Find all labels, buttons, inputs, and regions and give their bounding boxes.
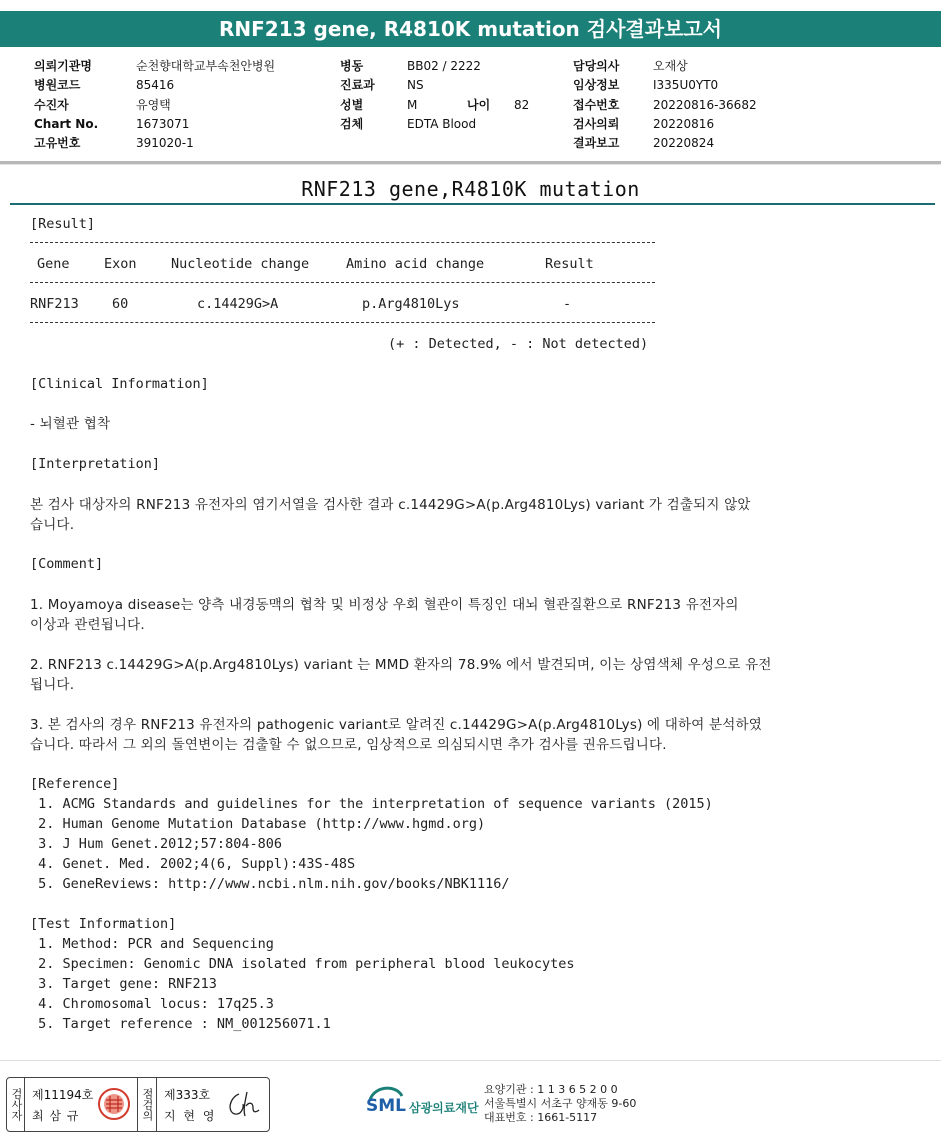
header-label: 결과보고 bbox=[573, 136, 620, 151]
cell-nucleotide: c.14429G>A bbox=[197, 296, 279, 312]
header-value: EDTA Blood bbox=[407, 116, 477, 131]
inspector-seal bbox=[97, 1087, 131, 1121]
header-row bbox=[573, 134, 757, 153]
reviewer-license: 제333호 bbox=[164, 1088, 211, 1102]
test-info-item: 5. Target reference : NM_001256071.1 bbox=[30, 1016, 331, 1032]
header-value: 20220816-36682 bbox=[653, 97, 757, 112]
org-name: 삼광의료재단 bbox=[409, 1101, 479, 1115]
header-value: 85416 bbox=[136, 78, 175, 93]
test-info-item: 3. Target gene: RNF213 bbox=[30, 976, 217, 992]
table-rule bbox=[30, 322, 655, 323]
header-col-3 bbox=[573, 57, 757, 153]
test-info-item: 2. Specimen: Genomic DNA isolated from peripheral blood leukocytes bbox=[30, 956, 575, 972]
header-row bbox=[34, 76, 275, 95]
header-label: 병동 bbox=[340, 59, 364, 73]
inspector-license: 제11194호 bbox=[32, 1088, 94, 1102]
org-info bbox=[484, 1083, 636, 1125]
cell-result: - bbox=[563, 296, 572, 312]
header-value: NS bbox=[407, 78, 424, 93]
header-value: BB02 / 2222 bbox=[407, 59, 481, 73]
reference-heading: [Reference] bbox=[30, 776, 120, 792]
header-row bbox=[34, 57, 275, 76]
header-value: 391020-1 bbox=[136, 136, 194, 151]
header-value: 순천향대학교부속천안병원 bbox=[136, 59, 276, 73]
header-row bbox=[573, 57, 757, 76]
org-line: 요양기관 : 1 1 3 6 5 2 0 0 bbox=[484, 1083, 618, 1096]
table-rule bbox=[30, 282, 655, 283]
interpretation-heading: [Interpretation] bbox=[30, 456, 161, 472]
cell-separator bbox=[156, 1078, 157, 1131]
table-rule bbox=[30, 242, 655, 243]
reference-item: 5. GeneReviews: http://www.ncbi.nlm.nih.gov/books/NBK1116/ bbox=[30, 876, 510, 892]
header-label: 담당의사 bbox=[573, 59, 620, 73]
header-row bbox=[34, 96, 275, 115]
header-row bbox=[34, 115, 275, 134]
reference-item: 1. ACMG Standards and guidelines for the interpretation of sequence variants (2015) bbox=[30, 796, 713, 812]
header-col-2 bbox=[340, 57, 529, 134]
col-header-result: Result bbox=[545, 256, 594, 272]
header-label: 접수번호 bbox=[573, 97, 620, 112]
comment-item-2-cont: 됩니다. bbox=[30, 677, 75, 693]
age-value: 82 bbox=[514, 97, 530, 112]
result-legend: (+ : Detected, - : Not detected) bbox=[388, 336, 649, 352]
comment-item-3-cont: 습니다. 따라서 그 외의 돌연변이는 검출할 수 없으므로, 임상적으로 의심되시면 추가 검사를 권유드립니다. bbox=[30, 737, 667, 753]
clinical-text: - 뇌혈관 협착 bbox=[30, 416, 111, 432]
header-label: 진료과 bbox=[340, 78, 375, 93]
comment-item-1: 1. Moyamoya disease는 양측 내경동맥의 협착 및 비정상 우회 혈관이 특징인 대뇌 혈관질환으로 RNF213 유전자의 bbox=[30, 597, 739, 613]
header-row bbox=[340, 115, 529, 134]
header-label: 검체 bbox=[340, 116, 364, 131]
header-label: 수진자 bbox=[34, 97, 69, 112]
reviewer-name: 지 현 영 bbox=[164, 1109, 217, 1123]
cell-separator bbox=[24, 1078, 25, 1131]
reference-item: 3. J Hum Genet.2012;57:804-806 bbox=[30, 836, 282, 852]
cell-separator bbox=[137, 1078, 138, 1131]
inspector-label-text: 검사자 bbox=[10, 1088, 23, 1121]
clinical-heading: [Clinical Information] bbox=[30, 376, 209, 392]
test-info-heading: [Test Information] bbox=[30, 916, 177, 932]
header-row bbox=[340, 76, 529, 95]
header-label: 검사의뢰 bbox=[573, 116, 620, 131]
header-divider-shadow bbox=[0, 164, 941, 165]
cell-gene: RNF213 bbox=[30, 296, 79, 312]
comment-item-1-cont: 이상과 관련됩니다. bbox=[30, 617, 145, 633]
sml-logo-text: SML bbox=[366, 1096, 406, 1116]
reviewer-label bbox=[139, 1078, 153, 1131]
reviewer-label-text: 점검의 bbox=[141, 1088, 154, 1121]
header-value: 1673071 bbox=[136, 116, 190, 131]
header-row bbox=[573, 96, 757, 115]
header-label: 임상정보 bbox=[573, 78, 620, 93]
header-value: 유영택 bbox=[136, 97, 171, 112]
reference-item: 4. Genet. Med. 2002;4(6, Suppl):43S-48S bbox=[30, 856, 356, 872]
header-value: M bbox=[407, 97, 418, 112]
col-header-exon: Exon bbox=[104, 256, 137, 272]
org-line: 서울특별시 서초구 양재동 9-60 bbox=[484, 1097, 637, 1110]
header-col-1 bbox=[34, 57, 275, 153]
reference-item: 2. Human Genome Mutation Database (http://www.hgmd.org) bbox=[30, 816, 486, 832]
header-label: 의뢰기관명 bbox=[34, 59, 92, 73]
org-line: 대표번호 : 1661-5117 bbox=[484, 1111, 598, 1124]
comment-item-3: 3. 본 검사의 경우 RNF213 유전자의 pathogenic variant로 알려진 c.14429G>A(p.Arg4810Lys) 에 대하여 분석하였 bbox=[30, 717, 762, 733]
cell-exon: 60 bbox=[112, 296, 129, 312]
header-value: I335U0YT0 bbox=[653, 78, 719, 93]
inspector-label bbox=[8, 1078, 22, 1131]
header-value: 오재상 bbox=[653, 59, 688, 73]
col-header-nucleotide: Nucleotide change bbox=[171, 256, 310, 272]
header-row bbox=[340, 57, 529, 76]
age-label: 나이 bbox=[467, 97, 491, 112]
col-header-gene: Gene bbox=[37, 256, 70, 272]
header-row bbox=[34, 134, 275, 153]
interpretation-line: 본 검사 대상자의 RNF213 유전자의 염기서열을 검사한 결과 c.14429G>A(p.Arg4810Lys) variant 가 검출되지 않았 bbox=[30, 497, 751, 513]
header-label: 성별 bbox=[340, 97, 364, 112]
inspector-name: 최 삼 규 bbox=[32, 1109, 80, 1123]
header-label: 고유번호 bbox=[34, 136, 81, 151]
header-value: 20220824 bbox=[653, 136, 715, 151]
signature-box bbox=[6, 1077, 270, 1132]
header-row bbox=[340, 96, 529, 115]
report-title-bar: RNF213 gene, R4810K mutation 검사결과보고서 bbox=[0, 11, 941, 47]
cell-amino: p.Arg4810Lys bbox=[362, 296, 460, 312]
interpretation-line: 습니다. bbox=[30, 517, 75, 533]
header-label: 병원코드 bbox=[34, 78, 81, 93]
report-heading: RNF213 gene,R4810K mutation bbox=[301, 177, 640, 201]
result-heading: [Result] bbox=[30, 216, 96, 232]
footer-divider bbox=[0, 1060, 941, 1061]
reviewer-signature bbox=[225, 1088, 263, 1120]
header-value: 20220816 bbox=[653, 116, 715, 131]
comment-item-2: 2. RNF213 c.14429G>A(p.Arg4810Lys) variant 는 MMD 환자의 78.9% 에서 발견되며, 이는 상염색체 우성으로 유전 bbox=[30, 657, 772, 673]
col-header-amino: Amino acid change bbox=[346, 256, 485, 272]
comment-heading: [Comment] bbox=[30, 556, 104, 572]
test-info-item: 4. Chromosomal locus: 17q25.3 bbox=[30, 996, 274, 1012]
header-row bbox=[573, 115, 757, 134]
header-label: Chart No. bbox=[34, 116, 99, 131]
test-info-item: 1. Method: PCR and Sequencing bbox=[30, 936, 274, 952]
header-row bbox=[573, 76, 757, 95]
report-heading-rule bbox=[10, 203, 935, 205]
